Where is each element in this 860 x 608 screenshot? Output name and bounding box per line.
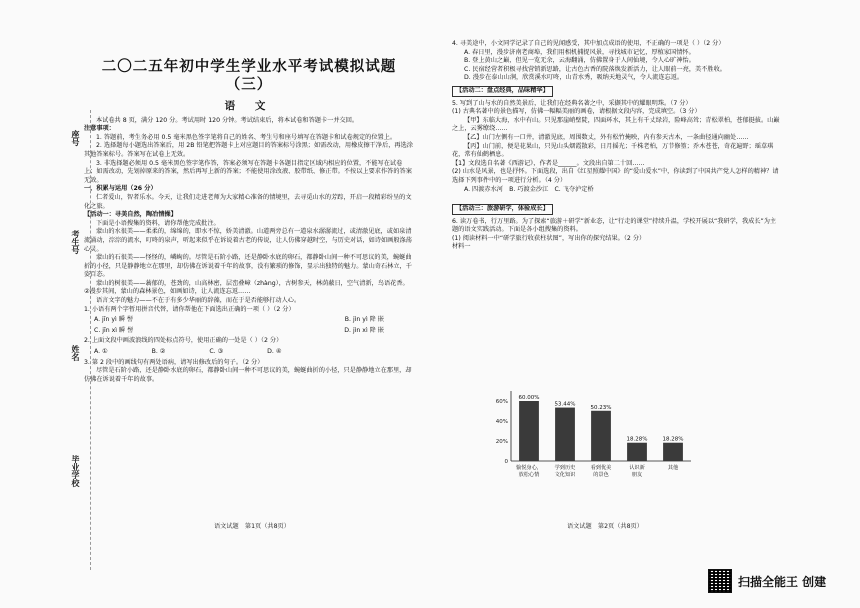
- qr-code-icon: [708, 569, 732, 593]
- activity-one-heading: 【活动一：寻美自然，陶冶情操】: [84, 211, 177, 219]
- category-label: 其他: [667, 465, 679, 471]
- option-d: D. ④: [267, 348, 282, 356]
- subject-title: 语 文: [224, 100, 274, 112]
- passage-water: 蒙山的水很美——柔柔的，绵绵的，即水不惊，娇美清澈。山道两旁总有一道泉水潺潺流过，或清澈见底，或如泉清流涌动，淙淙的流水，叮咚的泉声，听起来似乎在诉说着古老的传说，让人仿佛穿越时空，与历史对话，如诗如画般涤荡心灵。: [84, 228, 412, 253]
- option-b: B. jìn yì 降 嵌: [344, 316, 384, 324]
- passage-tree: 蒙山的树很美——蓊郁的，苍劲的，山高林密，层峦叠嶂（zhàng），古树参天，林荫蔽日，空气清新，鸟语花香。②漫步其间，蒙山的森林景色，如画如诗，让人流连忘返……: [84, 279, 409, 296]
- category-label: 学到历史: [554, 465, 576, 471]
- exam-title: 二〇二五年初中学生学业水平考试模拟试题（三）: [101, 58, 397, 93]
- question-6: 6. 读万卷书，行万里路。为了探索“旅游＋研学”新业态，让“行走的课堂”持续升温，学校开展以“我研学，我成长”为主题的语文实践活动。下面是各小组搜集的资料。: [452, 217, 777, 234]
- category-label: 的景色: [593, 472, 609, 478]
- question-1-options: [94, 316, 384, 325]
- question-5-2: (2) 山水是风景，也是抒怀。下面选段，出自《红星照耀中国》的“爱山爱水”中，你读到了中国共产党人怎样的精神？请选择下列事件中的一项进行分析。（4 分）: [452, 168, 779, 184]
- question-4: 4. 寻美途中，小文同学记录了自己的见闻感受，其中加点成语的使用，不正确的一项是（ ）（2 分）: [452, 40, 725, 47]
- scanner-watermark: [708, 570, 826, 592]
- notice-item: 3. 非选择题必须用 0.5 毫米黑色签字笔作答，答案必须写在答题卡各题目指定区域内相应的位置，不能写在试卷上；如需改动，先划掉原来的答案，然后再写上新的答案；不能使用涂改液、胶带纸、修正带。不按以上要求作答的答案无效。: [84, 159, 412, 184]
- y-tick-label: 0: [504, 459, 508, 465]
- activity-two-heading: 【活动二：盘点经典，品味精华】: [452, 86, 553, 97]
- page-one-footer: 语文试题 第1页（共8页）: [214, 523, 290, 530]
- section-intro: 仁者爱山，智者乐水。今天，让我们走进老师为大家精心准备的情境里，去寻觅山水的芳踪，开启一段精彩纷呈的文化之旅。: [84, 193, 412, 210]
- notice-item: 2. 选择题每小题选出答案后，用 2B 铅笔把答题卡上对应题目的答案标号涂黑；如需改动，用橡皮擦干净后，再选涂其他答案标号。答案写在试卷上无效。: [84, 142, 413, 158]
- page-two-footer: 语文试题 第2页（共8页）: [567, 523, 643, 530]
- section-heading: 一、积累与运用（26 分）: [84, 185, 157, 193]
- passage-closing: 语言文字的魅力——不在于有多少华丽的辞藻，而在于是否能够打动人心。: [96, 297, 301, 305]
- y-tick-label: 40%: [495, 419, 508, 425]
- scanner-credit: 扫描全能王 创建: [738, 574, 827, 589]
- binding-strip: [62, 110, 80, 550]
- activity-three-heading: 【活动三：旅游研学，体验成长】: [452, 204, 553, 215]
- bar: [519, 401, 539, 461]
- category-label: 朋友: [631, 472, 643, 478]
- category-label: 放松心情: [518, 472, 540, 478]
- y-tick-label: 60%: [495, 399, 508, 405]
- category-label: 看到优美: [590, 465, 612, 471]
- data-label: 50.23%: [590, 404, 612, 411]
- data-label: 18.28%: [662, 436, 684, 443]
- candidate-number-label: 考生号: [71, 230, 80, 254]
- bar: [627, 443, 647, 461]
- data-label: 53.44%: [554, 401, 576, 408]
- option-d: D. 漫步在泰山山涧，欣赏溪水叮咚，山青水秀，吸纳天地灵气，令人流连忘返。: [464, 74, 684, 82]
- bar: [663, 443, 683, 461]
- notice-heading: 注意事项：: [84, 125, 115, 133]
- school-label: 毕业学校: [71, 455, 80, 487]
- data-label: 60.00%: [518, 395, 540, 401]
- data-label: 18.28%: [626, 436, 648, 443]
- option-c: C. jīn xì 瞬 髻: [94, 326, 134, 334]
- question-5: 5. 写到了山与水的自然美景后，让我们在经典名著之中，采撷其中的耀眼明珠。（7 分）: [452, 99, 692, 107]
- bar: [555, 408, 575, 461]
- option-a: A. ①: [94, 348, 108, 356]
- y-tick-label: 20%: [495, 439, 508, 445]
- question-5-1: (1) 古典名著中的景色描写，仿佛一幅幅美丽的画卷，请根据文段内容，完成填空。（3 分）: [452, 108, 701, 116]
- exam-intro: 本试卷共 8 页，满分 120 分。考试用时 120 分钟。考试结束后，将本试卷和答题卡一并交回。: [96, 116, 359, 124]
- passage-stone: 蒙山的石很美——怪怪的，嶙峋的。尽管是石阶小路，还是静卧水底的卵石，都静卧山间一种不可思议的美，蜿蜒曲折的小径，只是静静地立在那里，却仿佛在诉说着千年的故事，没有繁琐的修饰，显示出独特的魅力。蒙山奇石林立，千姿百态。: [84, 254, 412, 279]
- question-1-options: [94, 327, 384, 336]
- instruction-text: 下面是小语搜集的资料，请你帮他完成批注。: [96, 219, 220, 227]
- option-c: C. 民宿经营者积极寻找营销新思路，让古色古香的院落焕发新活力，让人眼前一亮，美不胜收。: [464, 65, 726, 73]
- question-2-options: [94, 348, 414, 357]
- research-bar-chart: [487, 383, 697, 493]
- fill-blank-line: 【1】文段选自名著《西游记》，作者是______。文段出自第二十回……: [452, 159, 645, 167]
- page-two: [452, 40, 780, 252]
- category-label: 愉悦身心，: [516, 465, 542, 471]
- option-d: D. jìn xì 降 嵌: [344, 326, 384, 334]
- question-6-1: (1) 阅读材料一中“研学旅行收获柱状图”，写出你的探究结果。（2 分）: [452, 234, 646, 242]
- material-one-label: 材料一: [452, 243, 471, 251]
- excerpt-bing: 【丙】山门前，便是花果山，只见山头烟霞散彩，日月摇光；千株老柏，万节修篁；乔木苍苍，奇花遍野；瑶草琪花，常有仙鹤栖息。: [452, 142, 774, 159]
- question-5-2-options: A. 四渡赤水河 B. 巧渡金沙江 C. 飞夺泸定桥: [464, 185, 594, 193]
- excerpt-yi: 【乙】山门左侧有一口井，清澈见底，周围数丈，外有松竹掩映，内有参天古木，一条曲径通向幽处……: [464, 133, 749, 141]
- option-a: A. 春日里，漫步济南老商埠，我们用相机捕捉风景，寻找城市记忆，厚植家国情怀。: [464, 48, 695, 56]
- category-label: 文化知识: [554, 472, 576, 478]
- option-b: B. ②: [151, 348, 166, 356]
- option-c: C. ③: [209, 348, 224, 356]
- category-label: 认识新: [629, 465, 645, 471]
- option-a: A. jīn yì 瞬 髻: [94, 316, 134, 324]
- page-one: [84, 40, 414, 384]
- question-3: 3. 第 2 段中的画线句有两处语病，请写出修改后的句子。（2 分）: [84, 358, 264, 366]
- excerpt-jia: 【甲】东临大海，水中有山。只见那崖峭壁陡，四面环水，其上有千丈绿岩，险峰高耸；青松翠柏，苍郁挺拔。山巅之上，云雾缭绕……: [452, 116, 780, 133]
- seat-number-label: 座号: [71, 130, 80, 146]
- bar: [591, 411, 611, 461]
- question-2: 2. 上面文段中画波浪线的四处标点符号，使用正确的一处是（ ）（2 分）: [84, 337, 283, 345]
- question-3-sentence: 尽管是石阶小路，还是静卧水底的卵石，都静卧山间一种不可思议的美，蜿蜒曲折的小径，只是静静地立在那里，却仿佛在诉说着千年的故事。: [84, 367, 412, 383]
- option-b: B. 登上黄山之巅，但见一览无余，云海翻涌，仿佛置身于人间仙境，令人心旷神怡。: [464, 57, 695, 65]
- question-1: 1. 小语有两个字暂用拼音代替，请你帮他在下面选出正确的一项（ ）（2 分）: [84, 305, 295, 313]
- notice-item: 1. 答题前，考生务必用 0.5 毫米黑色签字笔将自己的姓名、考生号和座号填写在答题卡和试卷规定的位置上。: [96, 133, 397, 141]
- name-label: 姓名: [71, 345, 80, 361]
